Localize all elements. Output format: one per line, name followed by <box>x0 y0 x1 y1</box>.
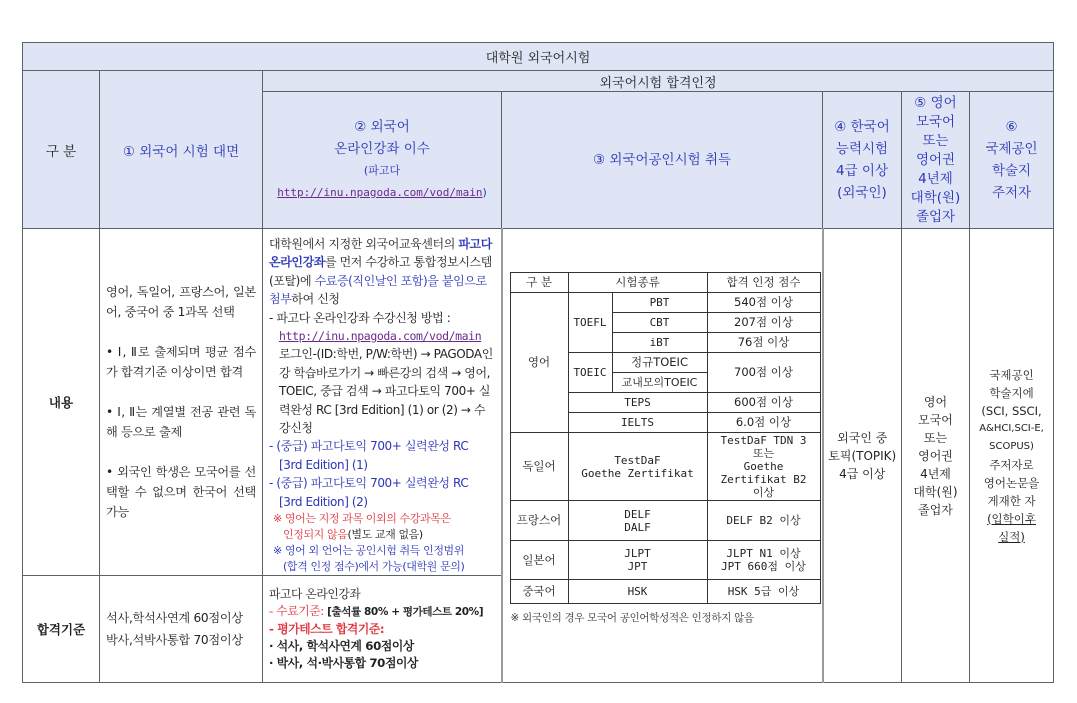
exam-score: 540점 이상 <box>707 293 820 313</box>
score-line: JLPT N1 이상 <box>726 547 801 560</box>
col6-line: 국제공인 <box>989 367 1034 382</box>
score-line: Zertifikat B2 <box>720 473 807 486</box>
col1-content <box>100 229 263 576</box>
exam-type: iBT <box>612 333 707 353</box>
exam-score-japanese <box>707 541 820 580</box>
col5-line: 영어 <box>923 394 948 409</box>
col1-bullet: • Ⅰ, Ⅱ로 출제되며 평균 점수가 합격기준 이상이면 합격 <box>106 345 256 380</box>
exam-type: CBT <box>612 313 707 333</box>
col5-line: 또는 <box>923 430 948 445</box>
header-col5-line: 모국어 <box>915 113 956 130</box>
exam-type: Goethe Zertifikat <box>581 466 694 480</box>
exam-score: 207점 이상 <box>707 313 820 333</box>
course-edition: [3rd Edition] (1) <box>279 457 368 472</box>
col4-content <box>823 229 902 683</box>
col4-line: 토픽(TOPIK) <box>828 448 897 463</box>
note-text: (별도 교재 없음) <box>347 528 423 542</box>
intro-text: 대학원에서 지정한 외국어교육센터의 <box>269 237 459 251</box>
header-col6-line: 학술지 <box>991 163 1032 179</box>
note-text: ※ 영어는 지정 과목 이외의 수강과목은 <box>273 512 451 526</box>
header-col6-line: 국제공인 <box>985 141 1038 157</box>
lang-japanese: 일본어 <box>510 541 568 580</box>
exam-header: 시험종류 <box>568 273 707 293</box>
pass-line: · 석사, 학석사연계 60점이상 <box>269 639 414 654</box>
score-line: TestDaF TDN 3 <box>720 434 807 447</box>
header-col5-line: 영어권 <box>915 151 956 168</box>
intro-text: 를 먼저 수강하고 통합정보시스템(포탈)에 <box>269 255 492 288</box>
exam-type: DALF <box>624 520 651 534</box>
col4-line: 4급 이상 <box>839 466 886 481</box>
header-col2 <box>263 92 502 229</box>
exam-score-german <box>707 433 820 501</box>
col6-note: (입학이후 <box>987 511 1036 526</box>
pass-line: 석사,학석사연계 60점이상 <box>106 611 243 626</box>
course-title: - (중급) 파고다토익 700+ 실력완성 RC <box>269 476 469 491</box>
exam-score-french: DELF B2 이상 <box>707 501 820 541</box>
intro-text: 하여 신청 <box>291 292 340 307</box>
header-col4-line: (외국인) <box>837 185 887 201</box>
lang-french: 프랑스어 <box>510 501 568 541</box>
col6-line: (SCI, SSCI, <box>981 403 1042 418</box>
col5-line: 영어권 <box>918 448 953 463</box>
header-col5-line: 졸업자 <box>915 208 956 225</box>
header-col4-line: 4급 이상 <box>835 163 888 179</box>
score-line: JPT 660점 이상 <box>721 560 806 573</box>
header-category: 구 분 <box>23 71 100 229</box>
exam-type: 정규TOEIC <box>612 353 707 373</box>
exam-type: TestDaF <box>614 453 661 467</box>
exam-requirements-table <box>22 42 1054 683</box>
exam-header: 합격 인정 점수 <box>707 273 820 293</box>
exam-score-table <box>510 272 821 604</box>
course-title: - (중급) 파고다토익 700+ 실력완성 RC <box>269 439 469 454</box>
header-col6 <box>970 92 1054 229</box>
exam-type-chinese: HSK <box>568 580 707 604</box>
row-label-pass: 합격기준 <box>23 576 100 683</box>
header-col4 <box>823 92 902 229</box>
col4-line: 외국인 중 <box>837 430 888 445</box>
table-title: 대학원 외국어시험 <box>23 43 1054 71</box>
note-2 <box>269 543 495 575</box>
exam-header: 구 분 <box>510 273 568 293</box>
method-steps: 로그인-(ID:학번, P/W:학번) → PAGODA인강 학습바로가기 → 빠른강의 검색 → 영어, TOEIC, 중급 검색 → 파고다토익 700+ 실력완성 RC [3rd Edition] (1) or (2) → 수강신청 <box>279 347 493 436</box>
col6-note: 실적) <box>998 529 1025 544</box>
col3-content <box>502 229 823 683</box>
header-col2-source <box>263 160 501 204</box>
exam-type: IELTS <box>568 413 707 433</box>
col1-bullet: • 외국인 학생은 모국어를 선택할 수 없으며 한국어 선택 가능 <box>106 465 256 520</box>
pass-line: - 평가테스트 합격기준: <box>269 622 385 637</box>
col6-line: A&HCI,SCI-E, <box>979 422 1044 434</box>
pass-line: 박사,석박사통합 70점이상 <box>106 633 243 648</box>
lang-english: 영어 <box>510 293 568 433</box>
header-col2-line2: 온라인강좌 이수 <box>334 141 430 157</box>
col5-line: 졸업자 <box>918 502 953 517</box>
col6-line: 게재한 자 <box>987 493 1036 508</box>
col5-line: 4년제 <box>920 466 951 481</box>
exam-score: 700점 이상 <box>707 353 820 393</box>
pass-line: 파고다 온라인강좌 <box>269 587 361 602</box>
exam-type: PBT <box>612 293 707 313</box>
exam-score: 76점 이상 <box>707 333 820 353</box>
exam-score-chinese: HSK 5급 이상 <box>707 580 820 604</box>
source-prefix: (파고다 <box>363 164 401 177</box>
course-2 <box>269 474 495 511</box>
pagoda-link[interactable]: http://inu.npagoda.com/vod/main <box>277 186 483 199</box>
header-subtitle: 외국어시험 합격인정 <box>263 71 1054 92</box>
col6-line: 주저자로 <box>989 457 1034 472</box>
col6-line: 영어논문을 <box>983 475 1040 490</box>
score-line: 또는 <box>752 447 775 460</box>
header-col1: ① 외국어 시험 대면 <box>100 71 263 229</box>
header-col3: ③ 외국어공인시험 취득 <box>502 92 823 229</box>
note-text: ※ 영어 외 언어는 공인시험 취득 인정범위 <box>273 544 465 558</box>
col2-content <box>263 229 502 576</box>
pass-line: · 박사, 석·박사통합 70점이상 <box>269 656 418 671</box>
header-col5-line: 또는 <box>922 132 949 149</box>
exam-footnote: ※ 외국인의 경우 모국어 공인어학성적은 인정하지 않음 <box>510 612 754 624</box>
header-col5-line: 대학(원) <box>910 189 961 206</box>
header-col6-line: 주저자 <box>991 185 1032 201</box>
col1-pass <box>100 576 263 683</box>
col6-line: SCOPUS) <box>989 440 1034 452</box>
method-link[interactable]: http://inu.npagoda.com/vod/main <box>279 329 482 344</box>
note-text: (합격 인정 점수)에서 가능(대학원 문의) <box>283 560 465 574</box>
exam-type: JLPT <box>624 547 651 560</box>
exam-type-japanese <box>568 541 707 580</box>
header-col4-line: 능력시험 <box>835 141 889 157</box>
score-line: 이상 <box>752 486 775 499</box>
course-edition: [3rd Edition] (2) <box>279 494 368 509</box>
intro-highlight: 파고다 온라인강좌 <box>269 237 492 270</box>
course-1 <box>269 437 495 474</box>
exam-type: 교내모의TOEIC <box>612 373 707 393</box>
exam-type-german <box>568 433 707 501</box>
score-line: Goethe <box>743 460 784 473</box>
note-1 <box>269 511 495 543</box>
header-col2-line1: ② 외국어 <box>354 119 410 135</box>
col2-pass <box>263 576 502 683</box>
lang-chinese: 중국어 <box>510 580 568 604</box>
pass-label: - 수료기준: <box>269 604 328 619</box>
col2-intro <box>269 235 495 309</box>
col5-line: 대학(원) <box>913 484 958 499</box>
header-col5-line: ⑤ 영어 <box>914 94 957 111</box>
header-col6-line: ⑥ <box>1005 119 1018 135</box>
col1-bullet: • Ⅰ, Ⅱ는 계열별 전공 관련 독해 등으로 출제 <box>106 405 256 440</box>
pass-value: [출석률 80% + 평가테스트 20%] <box>327 606 484 619</box>
header-col4-line: ④ 한국어 <box>834 119 890 135</box>
col1-intro: 영어, 독일어, 프랑스어, 일본어, 중국어 중 1과목 선택 <box>106 285 256 320</box>
exam-type: TEPS <box>568 393 707 413</box>
method-label: - 파고다 온라인강좌 수강신청 방법 : <box>269 310 451 325</box>
source-suffix: ) <box>482 186 487 199</box>
header-col5-line: 4년제 <box>918 170 953 187</box>
col5-content <box>902 229 970 683</box>
exam-type-french <box>568 501 707 541</box>
exam-toeic: TOEIC <box>568 353 612 393</box>
row-label-content: 내용 <box>23 229 100 576</box>
note-text: 인정되지 않음 <box>283 528 348 542</box>
col6-line: 학술지에 <box>989 385 1034 400</box>
col5-line: 모국어 <box>918 412 953 427</box>
exam-type: JPT <box>627 560 648 573</box>
header-col5 <box>902 92 970 229</box>
exam-type: DELF <box>624 507 651 521</box>
exam-score: 6.0점 이상 <box>707 413 820 433</box>
col6-content <box>970 229 1054 683</box>
intro-highlight: 수료증(직인날인 포함)을 붙임으로 첨부 <box>269 273 487 307</box>
exam-score: 600점 이상 <box>707 393 820 413</box>
lang-german: 독일어 <box>510 433 568 501</box>
exam-toefl: TOEFL <box>568 293 612 353</box>
